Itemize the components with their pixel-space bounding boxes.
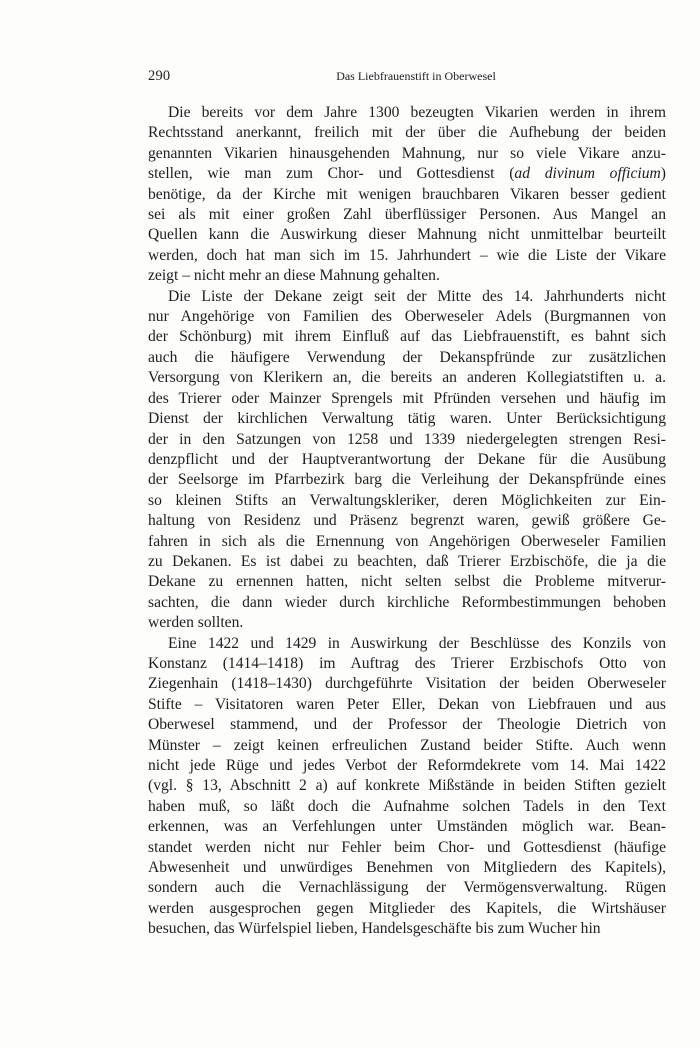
text-line: sei als mit einer großen Zahl überflüssiger Personen. Aus Mangel an	[148, 206, 666, 224]
italic-phrase: ad divinum officium	[514, 165, 661, 183]
text-line: Die Liste der Dekane zeigt seit der Mitte des 14. Jahrhunderts nicht	[168, 287, 666, 305]
paragraph-1	[148, 103, 666, 287]
text-line: (vgl. § 13, Abschnitt 2 a) auf konkrete Mißstände in beiden Stiften gezielt	[148, 777, 666, 795]
text-line: werden sollten.	[148, 614, 244, 632]
text-line: des Trierer oder Mainzer Sprengels mit Pfründen versehen und häufig im	[148, 389, 666, 407]
text-line: nicht jede Rüge und jedes Verbot der Reformdekrete vom 14. Mai 1422	[148, 757, 666, 774]
page-number: 290	[148, 68, 171, 84]
text-line: benötige, da der Kirche mit wenigen brauchbaren Vikaren besser gedient	[148, 185, 666, 203]
text-line: sondern auch die Vernachlässigung der Vermögensverwaltung. Rügen	[148, 879, 666, 897]
text-line: Münster – zeigt keinen erfreulichen Zustand beider Stifte. Auch wenn	[148, 736, 666, 754]
text-line: der Schönburg) mit ihrem Einfluß auf das Liebfrauenstift, es bahnt sich	[148, 328, 666, 346]
text-line: besuchen, das Würfelspiel lieben, Handelsgeschäfte bis zum Wucher hin	[148, 920, 601, 938]
text-line: Dienst der kirchlichen Verwaltung tätig waren. Unter Berücksichtigung	[148, 410, 666, 428]
text-line: zeigt – nicht mehr an diese Mahnung gehalten.	[148, 267, 440, 285]
text-line: Eine 1422 und 1429 in Auswirkung der Beschlüsse des Konzils von	[168, 634, 666, 652]
text-line: Stifte – Visitatoren waren Peter Eller, Dekan von Liebfrauen und aus	[148, 695, 666, 713]
text-line: denzpflicht und der Hauptverantwortung der Dekane für die Ausübung	[148, 450, 666, 468]
text-line: werden, doch hat man sich im 15. Jahrhundert – wie die Liste der Vikare	[148, 246, 666, 264]
running-head	[148, 68, 666, 88]
text-line: erkennen, was an Verfehlungen unter Umständen möglich war. Bean-	[148, 818, 666, 836]
text-line: Ziegenhain (1418–1430) durchgeführte Visitation der beiden Oberweseler	[148, 675, 666, 693]
text-line: fahren in sich als die Ernennung von Angehörigen Oberweseler Familien	[148, 532, 666, 550]
paragraph-3	[148, 634, 666, 940]
text-line: haben muß, so läßt doch die Aufnahme solchen Tadels in den Text	[148, 797, 666, 815]
text-line: Rechtsstand anerkannt, freilich mit der über die Aufhebung der beiden	[148, 124, 666, 142]
text-line: so kleinen Stifts an Verwaltungskleriker, deren Möglichkeiten zur Ein-	[148, 491, 666, 509]
running-title: Das Liebfrauenstift in Oberwesel	[336, 69, 496, 83]
text-line: Oberwesel stammend, und der Professor der Theologie Dietrich von	[148, 716, 666, 734]
text-line: der in den Satzungen von 1258 und 1339 niedergelegten strengen Resi-	[148, 430, 666, 448]
body-text	[148, 103, 666, 940]
text-line: Versorgung von Klerikern an, die bereits an anderen Kollegiatstiften u. a.	[148, 369, 666, 387]
text-line: der Seelsorge im Pfarrbezirk barg die Verleihung der Dekanspfründe eines	[148, 471, 666, 489]
text-line: Konstanz (1414–1418) im Auftrag des Trierer Erzbischofs Otto von	[148, 654, 666, 672]
text-line: zu Dekanen. Es ist dabei zu beachten, daß Trierer Erzbischöfe, die ja die	[148, 552, 666, 570]
paragraph-2	[148, 287, 666, 634]
text-line: nur Angehörige von Familien des Oberweseler Adels (Burgmannen von	[148, 308, 666, 326]
text-line: Quellen kann die Auswirkung dieser Mahnung nicht unmittelbar beurteilt	[148, 226, 666, 244]
text-line: sachten, die dann wieder durch kirchliche Reformbestimmungen behoben	[148, 593, 666, 611]
text-line: standet werden nicht nur Fehler beim Chor- und Gottesdienst (häufige	[148, 838, 666, 856]
text-line: genannten Vikarien hinausgehenden Mahnung, nur so viele Vikare anzu-	[148, 144, 666, 162]
text-line: stellen, wie man zum Chor- und Gottesdienst (ad divinum officium)	[148, 165, 666, 183]
text-line: Dekane zu ernennen hatten, nicht selten selbst die Probleme mitverur-	[148, 573, 666, 591]
text-line: Abwesenheit und unwürdiges Benehmen von Mitgliedern des Kapitels),	[148, 859, 666, 877]
text-line: haltung von Residenz und Präsenz begrenzt waren, gewiß größere Ge-	[148, 512, 666, 530]
text-line: auch die häufigere Verwendung der Dekanspfründe zur zusätzlichen	[148, 348, 666, 366]
text-line: werden ausgesprochen gegen Mitglieder des Kapitels, die Wirtshäuser	[148, 899, 666, 917]
text-line: Die bereits vor dem Jahre 1300 bezeugten Vikarien werden in ihrem	[168, 104, 666, 121]
